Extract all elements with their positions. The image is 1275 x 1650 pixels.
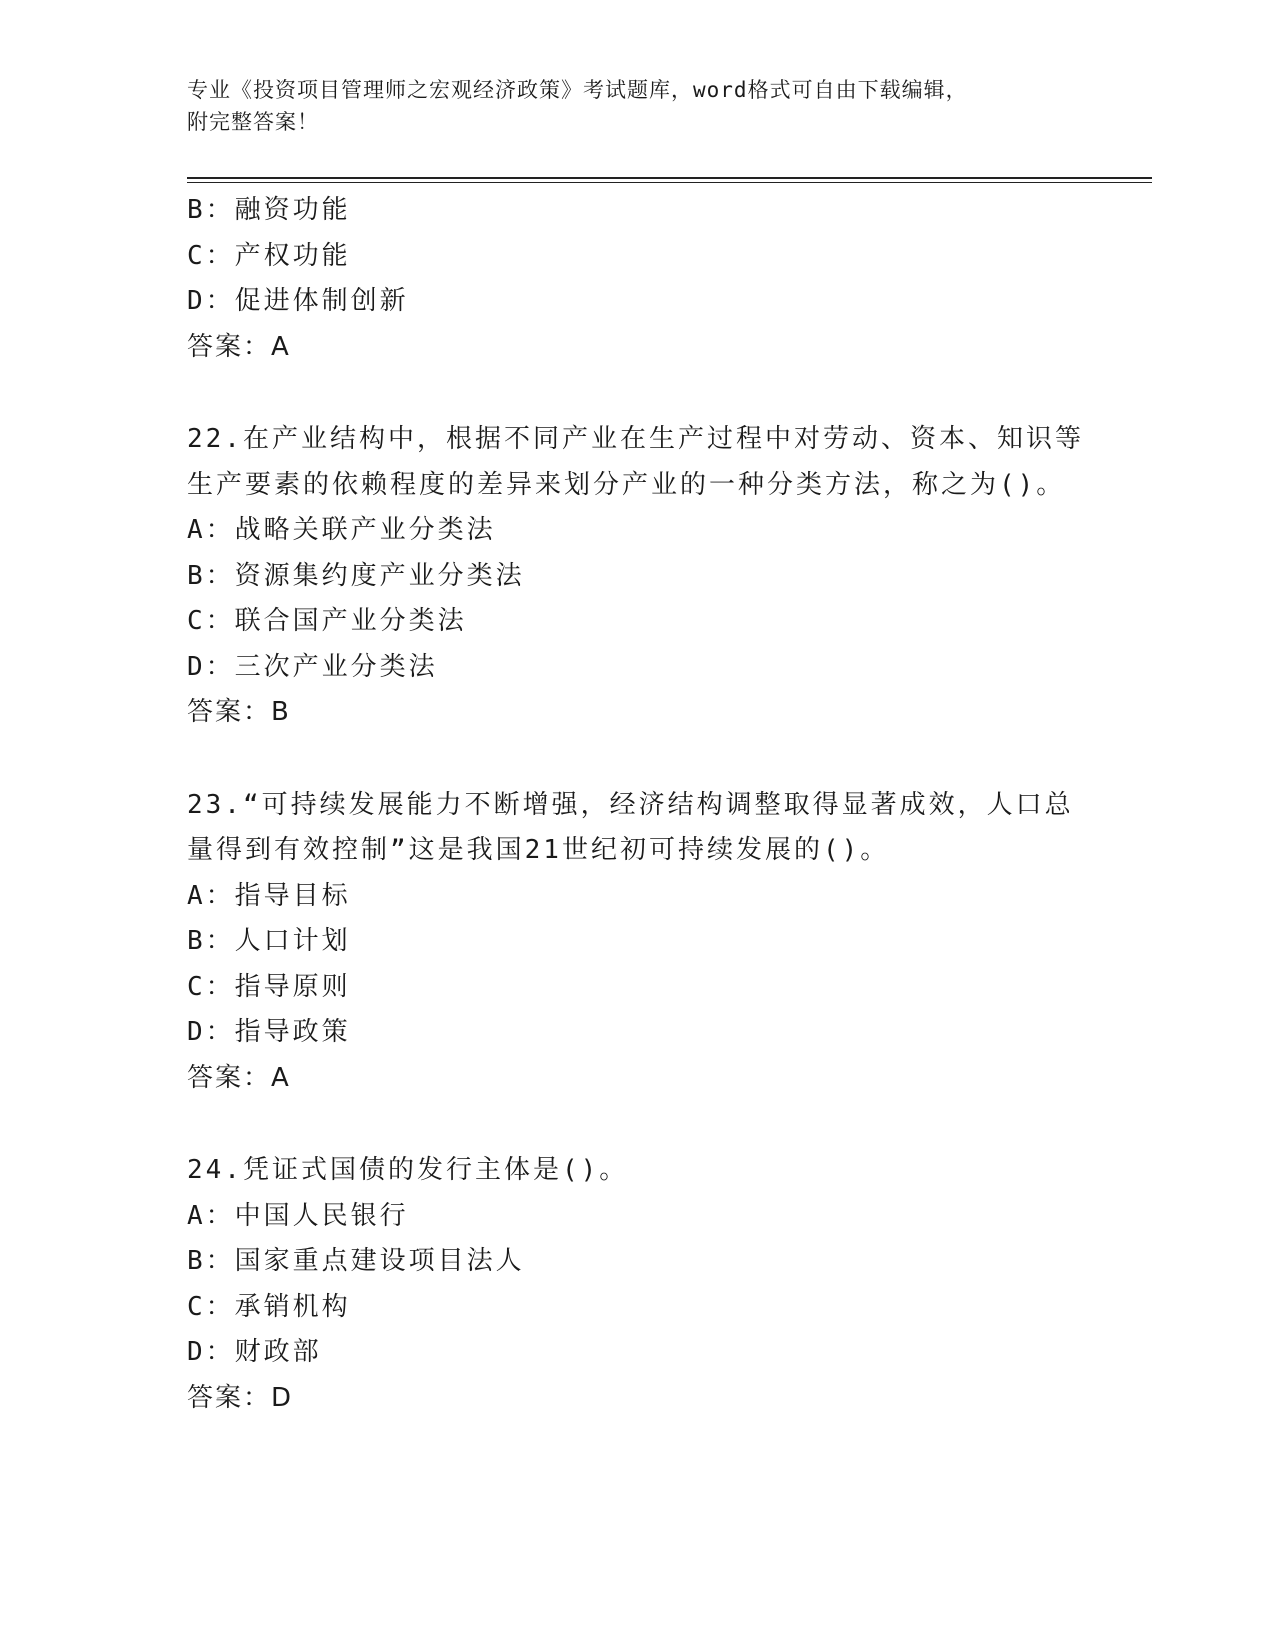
option-a: A：中国人民银行 [187,1200,409,1231]
answer-label: 答案：D [187,1382,294,1413]
question-stem-line: 23.“可持续发展能力不断增强，经济结构调整取得显著成效，人口总 [187,789,1074,820]
option-b: B：融资功能 [187,195,351,225]
question-23 [187,783,1087,1102]
option-d: D：财政部 [187,1337,322,1367]
option-d: D：三次产业分类法 [187,651,438,682]
answer-label: 答案：A [187,331,291,362]
header-divider-thin [187,182,1152,183]
option-c: C：承销机构 [187,1291,351,1322]
option-d: D：促进体制创新 [187,286,409,316]
document-header [187,74,1087,138]
option-a: A：战略关联产业分类法 [187,515,496,545]
question-stem-line: 22.在产业结构中，根据不同产业在生产过程中对劳动、资本、知识等 [187,424,1084,454]
question-stem-line: 24.凭证式国债的发行主体是()。 [187,1155,629,1185]
option-b: B：人口计划 [187,926,351,956]
option-c: C：产权功能 [187,240,351,271]
question-22 [187,417,1087,736]
question-24 [187,1148,1087,1421]
question-list [187,188,1087,1421]
answer-label: 答案：A [187,1062,291,1093]
option-c: C：指导原则 [187,971,351,1002]
header-line-2: 附完整答案！ [187,110,319,134]
answer-label: 答案：B [187,697,291,727]
option-c: C：联合国产业分类法 [187,606,467,636]
header-divider-thick [187,177,1152,179]
option-b: B：国家重点建设项目法人 [187,1246,525,1276]
header-line-1: 专业《投资项目管理师之宏观经济政策》考试题库，word格式可自由下载编辑， [187,78,968,102]
option-d: D：指导政策 [187,1017,351,1047]
question-stem-line: 生产要素的依赖程度的差异来划分产业的一种分类方法，称之为()。 [187,469,1066,500]
option-b: B：资源集约度产业分类法 [187,560,525,591]
option-a: A：指导目标 [187,880,351,911]
question-21-carryover [187,188,1087,370]
question-stem-line: 量得到有效控制”这是我国21世纪初可持续发展的()。 [187,835,890,865]
